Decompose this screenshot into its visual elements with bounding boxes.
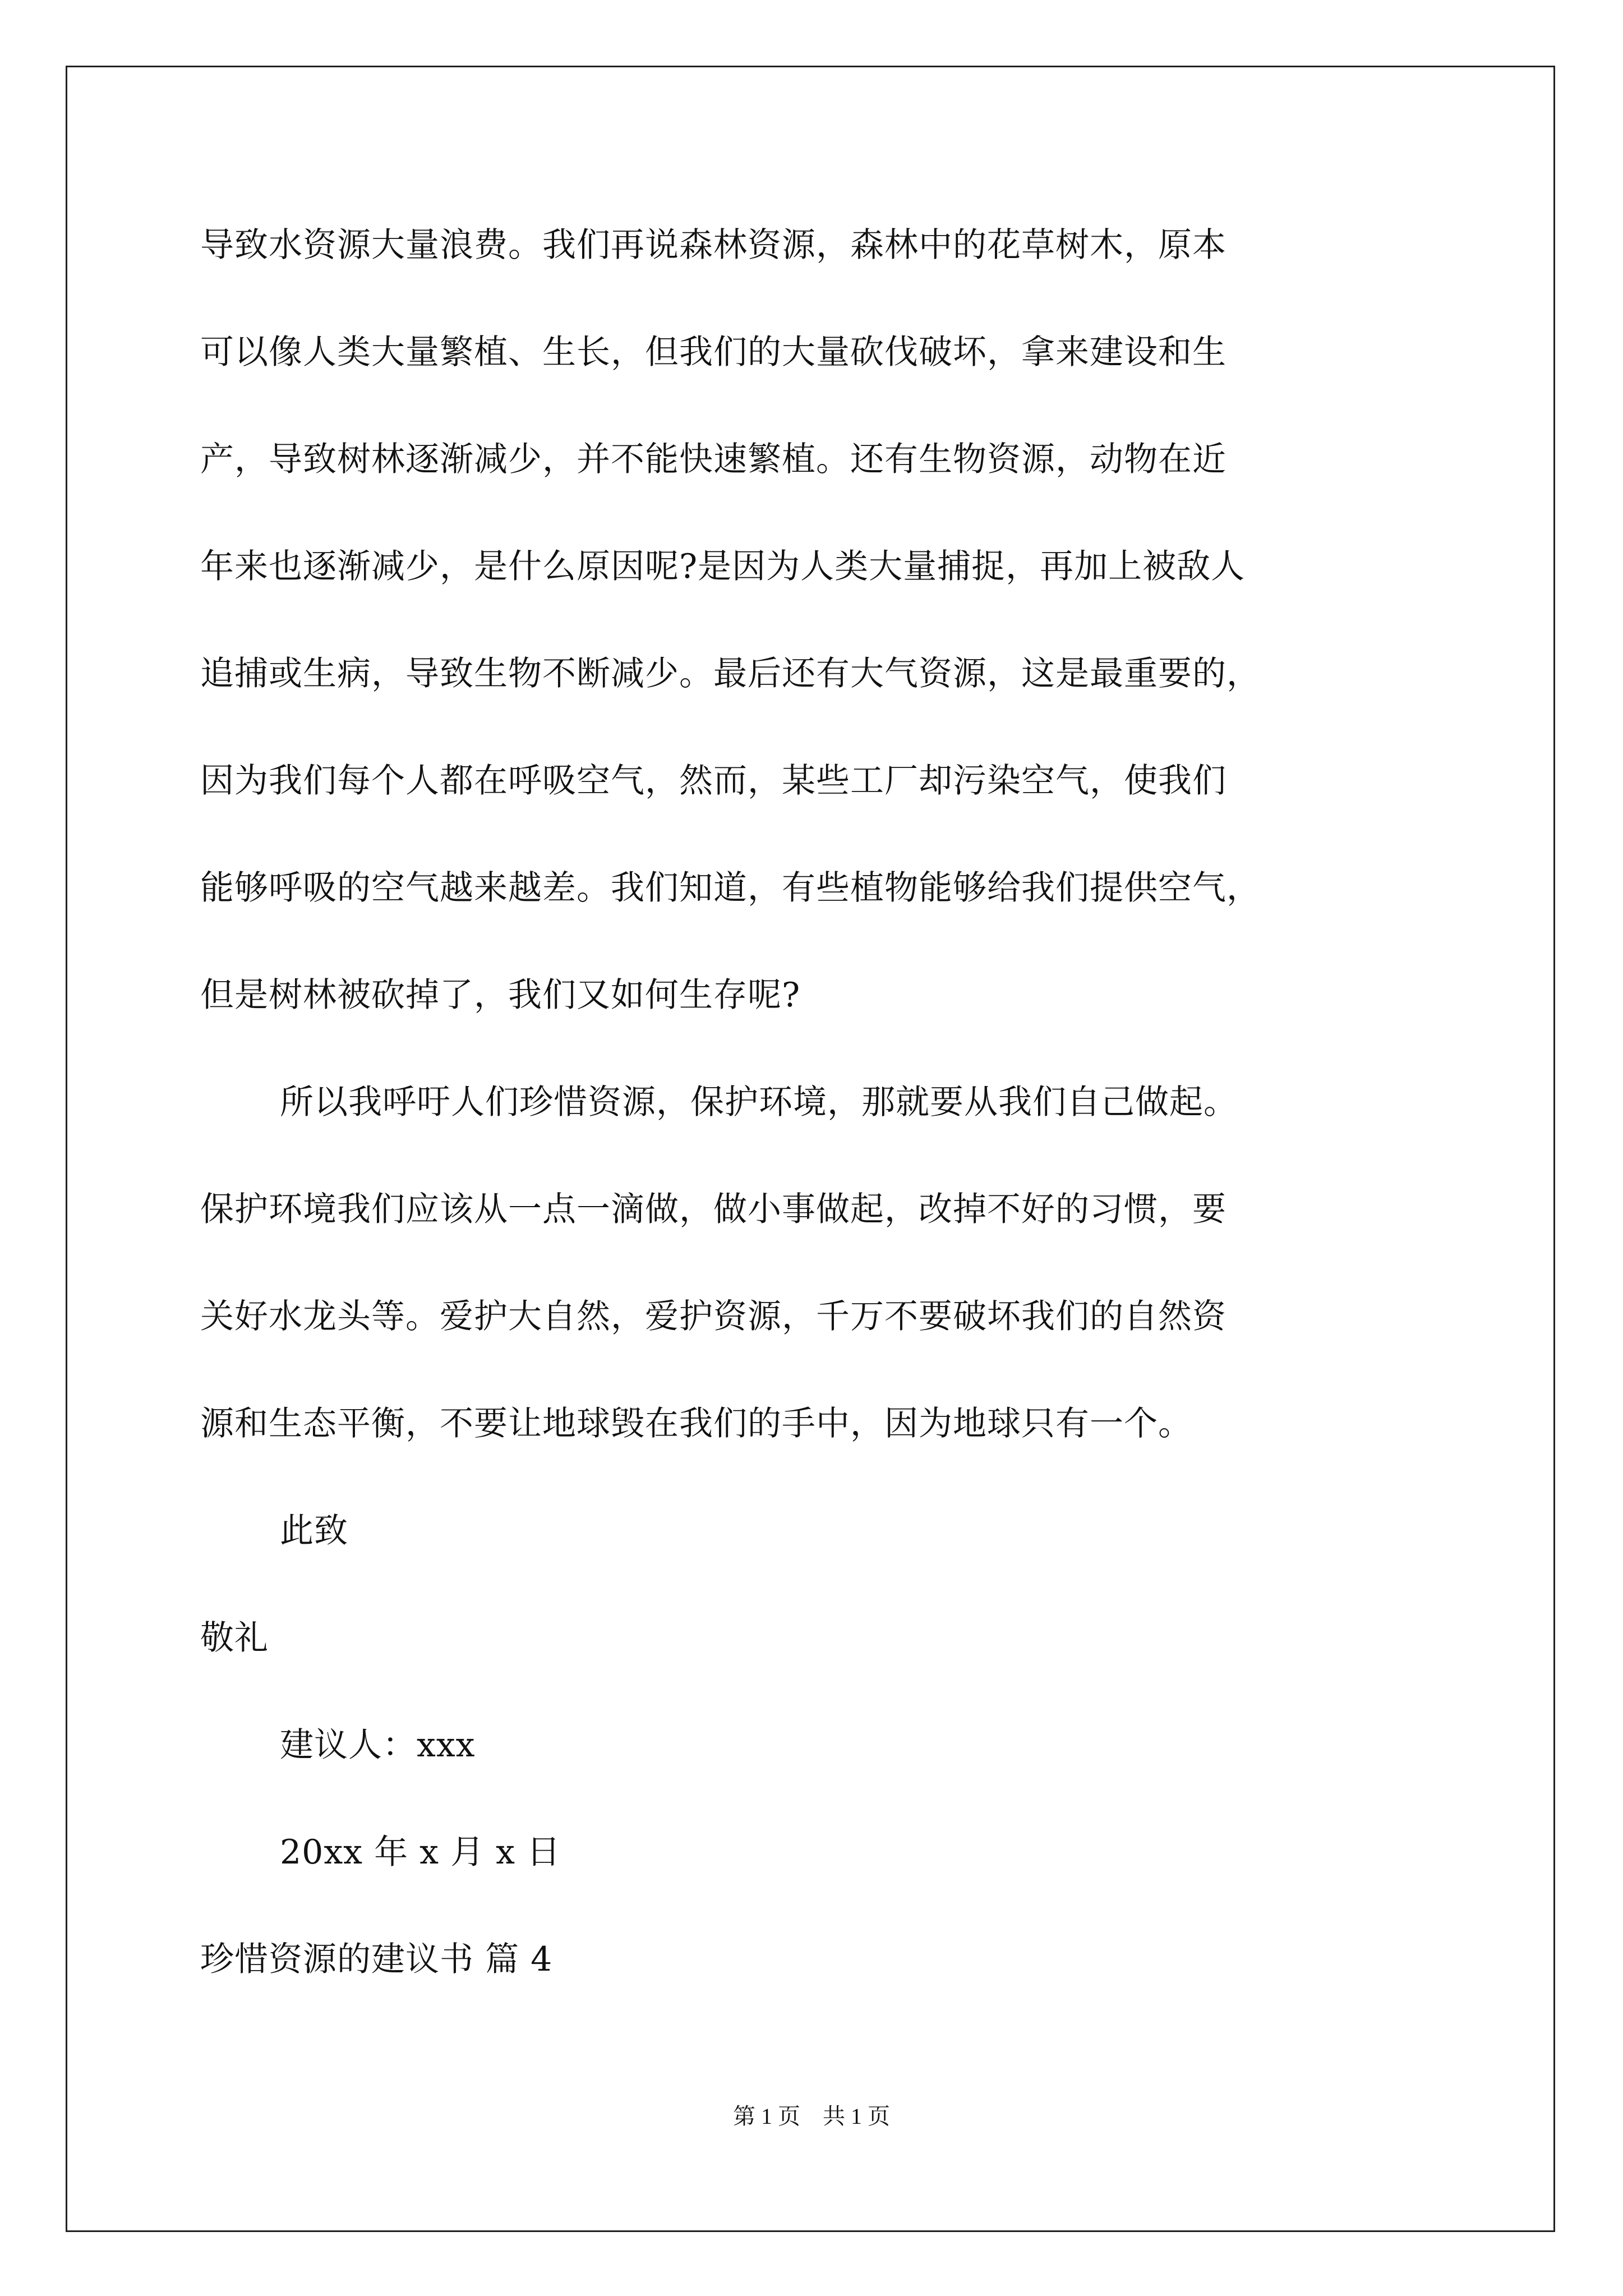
body-line: 能够呼吸的空气越来越差。我们知道，有些植物能够给我们提供空气， [200,868,1261,908]
body-line: 源和生态平衡，不要让地球毁在我们的手中，因为地球只有一个。 [200,1404,1192,1443]
closing-phrase: 此致 [280,1511,348,1550]
date-line: 20xx 年 x 月 x 日 [280,1833,561,1872]
body-line: 关好水龙头等。爱护大自然，爱护资源，千万不要破坏我们的自然资 [200,1297,1227,1336]
page-footer: 第 1 页 共 1 页 [733,2104,890,2129]
section-title: 珍惜资源的建议书 篇 4 [200,1940,553,1979]
body-line: 年来也逐渐减少，是什么原因呢?是因为人类大量捕捉，再加上被敌人 [200,547,1246,586]
body-line: 因为我们每个人都在呼吸空气，然而，某些工厂却污染空气，使我们 [200,761,1227,800]
document-body [200,219,1456,2040]
body-line: 所以我呼吁人们珍惜资源，保护环境，那就要从我们自己做起。 [280,1083,1238,1122]
body-line: 产，导致树林逐渐减少，并不能快速繁植。还有生物资源，动物在近 [200,440,1227,479]
salutation: 敬礼 [200,1618,269,1658]
body-line: 可以像人类大量繁植、生长，但我们的大量砍伐破坏，拿来建设和生 [200,333,1227,372]
body-line: 但是树林被砍掉了，我们又如何生存呢? [200,976,801,1015]
body-line: 追捕或生病，导致生物不断减少。最后还有大气资源，这是最重要的， [200,654,1261,693]
body-line: 导致水资源大量浪费。我们再说森林资源，森林中的花草树木，原本 [200,226,1227,265]
body-line: 保护环境我们应该从一点一滴做，做小事做起，改掉不好的习惯，要 [200,1190,1227,1229]
signer-line: 建议人：xxx [280,1726,476,1765]
